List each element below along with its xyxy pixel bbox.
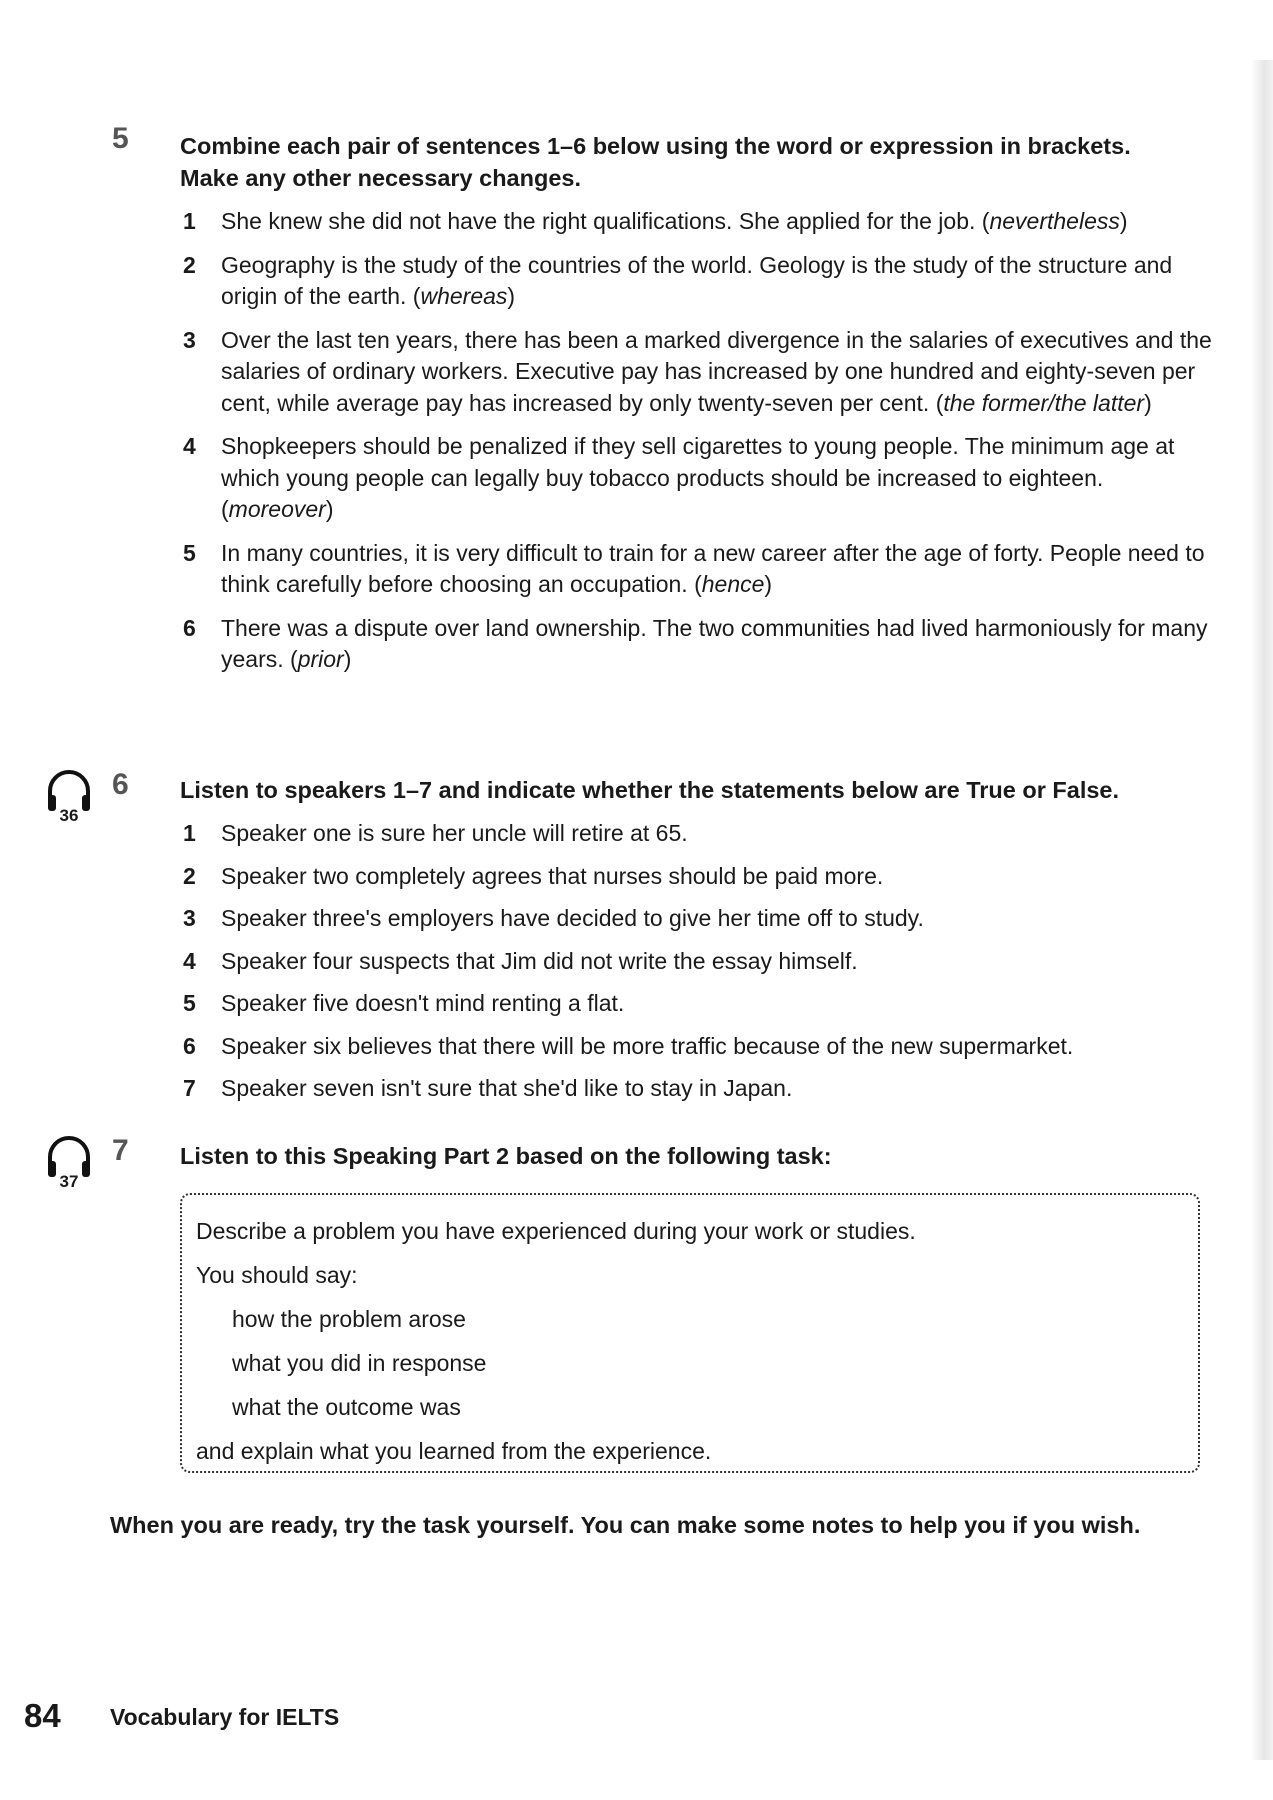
exercise-5-instructions: Combine each pair of sentences 1–6 below using the word or expression in brackets. Make any other necessary changes. bbox=[180, 133, 1131, 191]
book-title: Vocabulary for IELTS bbox=[110, 1704, 340, 1730]
list-item: 1 Speaker one is sure her uncle will retire at 65. bbox=[183, 820, 688, 846]
exercise-6-instructions: Listen to speakers 1–7 and indicate whether the statements below are True or False. bbox=[180, 777, 1120, 803]
audio-track-number: 37 bbox=[59, 1172, 79, 1191]
exercise-6-list bbox=[183, 818, 1213, 1105]
list-item: 1 She knew she did not have the right qualifications. She applied for the job. (nevertheless) bbox=[183, 208, 1128, 234]
closing-instruction: When you are ready, try the task yourself. You can make some notes to help you if you wish. bbox=[110, 1512, 1141, 1538]
list-item: 4 Shopkeepers should be penalized if they sell cigarettes to young people. The minimum age at which young people can legally buy tobacco products should be increased to eighteen. (moreover) bbox=[183, 433, 1175, 522]
list-item: 6 Speaker six believes that there will be more traffic because of the new supermarket. bbox=[183, 1032, 1074, 1059]
task-closing: and explain what you learned from the experience. bbox=[196, 1438, 712, 1464]
task-point: what you did in response bbox=[232, 1350, 487, 1376]
list-item: 5 In many countries, it is very difficult to train for a new career after the age of forty. People need to think carefully before choosing an occupation. (hence) bbox=[183, 539, 1205, 597]
list-item: 5 Speaker five doesn't mind renting a flat. bbox=[183, 990, 625, 1016]
exercise-5-number: 5 bbox=[112, 122, 129, 155]
audio-track-number: 36 bbox=[59, 806, 79, 825]
page-number: 84 bbox=[24, 1697, 61, 1734]
task-point: what the outcome was bbox=[232, 1394, 461, 1420]
exercise-5-list bbox=[183, 206, 1213, 676]
list-item: 2 Geography is the study of the countries of the world. Geology is the study of the structure and origin of the earth. (whereas) bbox=[183, 251, 1173, 309]
list-item: 6 There was a dispute over land ownership. The two communities had lived harmoniously for many years. (prior) bbox=[183, 614, 1208, 672]
task-lead: You should say: bbox=[196, 1262, 358, 1288]
exercise-7-instructions: Listen to this Speaking Part 2 based on the following task: bbox=[180, 1143, 832, 1169]
exercise-7-number: 7 bbox=[112, 1134, 129, 1167]
task-prompt: Describe a problem you have experienced during your work or studies. bbox=[196, 1218, 916, 1244]
list-item: 3 Speaker three's employers have decided to give her time off to study. bbox=[183, 905, 924, 931]
list-item: 2 Speaker two completely agrees that nurses should be paid more. bbox=[183, 862, 884, 889]
task-point: how the problem arose bbox=[232, 1306, 466, 1332]
speaking-task-card bbox=[180, 1193, 1200, 1473]
page-edge-shadow bbox=[1251, 60, 1273, 1760]
list-item: 4 Speaker four suspects that Jim did not write the essay himself. bbox=[183, 947, 858, 974]
list-item: 7 Speaker seven isn't sure that she'd like to stay in Japan. bbox=[183, 1075, 793, 1101]
list-item: 3 Over the last ten years, there has been a marked divergence in the salaries of executives and the salaries of ordinary workers. Executive pay has increased by one hundred and eighty-seven per cent, while average pay has increased by only twenty-seven per cent. (the former/the latter) bbox=[183, 326, 1212, 416]
exercise-6-number: 6 bbox=[112, 768, 129, 801]
